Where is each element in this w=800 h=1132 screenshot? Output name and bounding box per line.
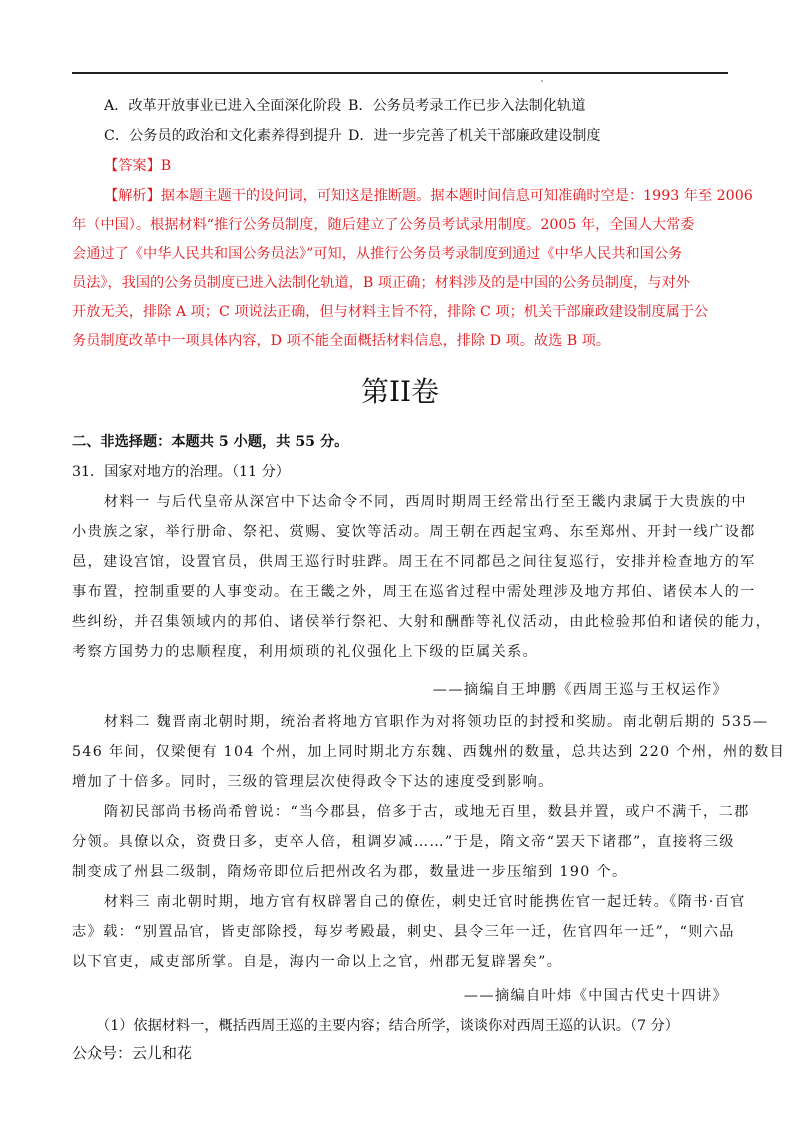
analysis-line: 员法》，我国的公务员制度已进入法制化轨道，B 项正确；材料涉及的是中国的公务员制度，与对外 xyxy=(72,275,690,291)
material-line: 材料三 南北朝时期，地方官有权辟署自己的僚佐，刺史迁官时能携佐官一起迁转。《隋书·百官 xyxy=(104,894,746,910)
analysis-line: 会通过了《中华人民共和国公务员法》”可知，从推行公务员考录制度到通过《中华人民共和国公务 xyxy=(72,246,683,262)
material-line: 材料二 魏晋南北朝时期，统治者将地方官职作为对将领功臣的封授和奖励。南北朝后期的 535— xyxy=(104,714,769,730)
answer-tag: 【答案】 xyxy=(104,158,161,174)
option-d: D．进一步完善了机关干部廉政建设制度 xyxy=(348,128,601,144)
material-line: 分领。具僚以众，资费日多，吏卒人倍，租调岁减……”于是，隋文帝“罢天下诸郡”，直接将三级 xyxy=(72,834,735,850)
question-title: 31．国家对地方的治理。（11 分） xyxy=(72,464,290,480)
material-line: 材料一 与后代皇帝从深宫中下达命令不同，西周时期周王经常出行至王畿内隶属于大贵族的中 xyxy=(104,494,747,510)
material-line: 以下官吏，咸吏部所掌。自是，海内一命以上之官，州郡无复辟署矣”。 xyxy=(72,954,563,970)
material-line: 隋初民部尚书杨尚希曾说：“当今郡县，倍多于古，或地无百里，数县并置，或户不满千，二郡 xyxy=(104,804,750,820)
material-line: 小贵族之家，举行册命、祭祀、赏赐、宴饮等活动。周王朝在西起宝鸡、东至郑州、开封一线广设都 xyxy=(72,524,756,540)
source-citation: ——摘编自王坤鹏《西周王巡与王权运作》 xyxy=(432,682,728,698)
footer-watermark: 公众号：云儿和花 xyxy=(72,1044,193,1062)
material-line: 增加了十倍多。同时，三级的管理层次使得政令下达的速度受到影响。 xyxy=(72,774,554,790)
option-c: C．公务员的政治和文化素养得到提升 xyxy=(104,128,342,144)
analysis-line xyxy=(104,186,753,206)
analysis-line: 开放无关，排除 A 项；C 项说法正确，但与材料主旨不符，排除 C 项；机关干部廉政建设制度属于公 xyxy=(72,304,709,320)
material-line: 邑，建设宫馆，设置官员，供周王巡行时驻跸。周王在不同都邑之间往复巡行，安排并检查地方的军 xyxy=(72,554,756,570)
material-line: 546 年间，仅梁便有 104 个州，加上同时期北方东魏、西魏州的数量，总共达到 220 个州，州的数目 xyxy=(72,744,786,760)
section-heading: 二、非选择题：本题共 5 小题，共 55 分。 xyxy=(72,434,349,450)
analysis-line: 年（中国）。根据材料“推行公务员制度，随后建立了公务员考试录用制度。2005 年，全国人大常委 xyxy=(72,217,695,233)
sub-question: （1）依据材料一，概括西周王巡的主要内容；结合所学，谈谈你对西周王巡的认识。（7 分） xyxy=(96,1018,679,1034)
analysis-text: 据本题主题干的设问词，可知这是推断题。据本题时间信息可知准确时空是：1993 年至 2006 xyxy=(160,188,753,204)
option-a: A．改革开放事业已进入全面深化阶段 xyxy=(104,98,342,114)
analysis-tag: 【解析】 xyxy=(104,188,161,204)
answer-value: B xyxy=(160,158,172,174)
material-line: 制变成了州县二级制，隋炀帝即位后把州改名为郡，数量进一步压缩到 190 个。 xyxy=(72,864,628,880)
header-rule xyxy=(72,72,728,74)
material-line: 考察方国势力的忠顺程度，利用烦琐的礼仪强化上下级的臣属关系。 xyxy=(72,644,539,660)
decorative-dot xyxy=(541,80,543,82)
section-title: 第II卷 xyxy=(360,375,440,408)
material-line: 志》载：“别置品官，皆吏部除授，每岁考殿最，刺史、县令三年一迁，佐官四年一迁”，“则六品 xyxy=(72,924,735,940)
analysis-line: 务员制度改革中一项具体内容，D 项不能全面概括材料信息，排除 D 项。故选 B 项。 xyxy=(72,333,611,349)
option-b: B．公务员考录工作已步入法制化轨道 xyxy=(348,98,586,114)
material-line: 事布置，控制重要的人事变动。在王畿之外，周王在巡省过程中需处理涉及地方邦伯、诸侯本人的一 xyxy=(72,584,756,600)
material-line: 些纠纷，并召集领域内的邦伯、诸侯举行祭祀、大射和酬酢等礼仪活动，由此检验邦伯和诸侯的能力， xyxy=(72,614,772,630)
source-citation: ——摘编自叶炜《中国古代史十四讲》 xyxy=(463,988,728,1004)
answer-line xyxy=(104,156,728,176)
